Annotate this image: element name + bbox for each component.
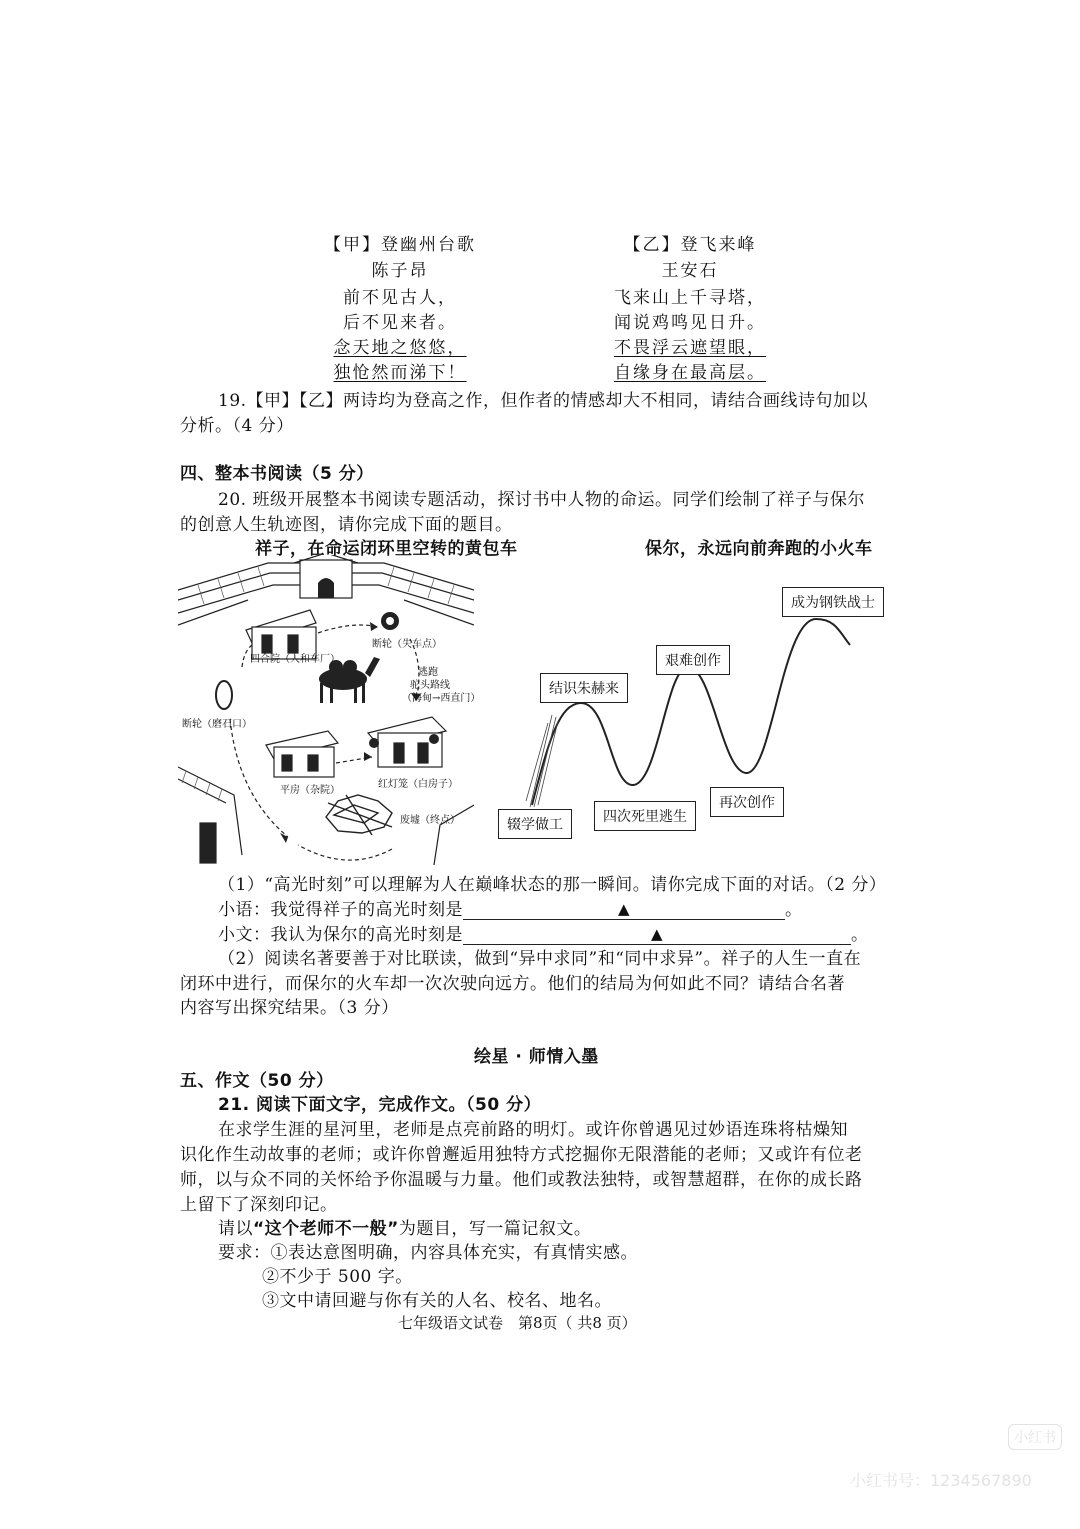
essay-requirement-3: ③文中请回避与你有关的人名、校名、地名。 [262, 1291, 612, 1311]
essay-requirement-2: ②不少于 500 字。 [262, 1267, 413, 1287]
paul-title: 保尔，永远向前奔跑的小火车 [645, 539, 873, 559]
essay-prompt-post: 为题目，写一篇记叙文。 [398, 1219, 592, 1239]
xiaoyu-blank-mark: ▲ [617, 900, 631, 918]
essay-para-line-1: 在求学生涯的星河里，老师是点亮前路的明灯。或许你曾遇见过妙语连珠将枯燥知 [218, 1120, 848, 1140]
label-paul-start: 辍学做工 [498, 809, 572, 839]
poem-yi-line-3: 不畏浮云遮望眼， [614, 338, 766, 358]
label-duanlun-1: 断轮（失车点） [372, 639, 442, 650]
page-footer: 七年级语文试卷 第8页（ 共8 页） [398, 1314, 637, 1332]
label-hongdenglong: 红灯笼（白房子） [378, 779, 458, 790]
xiaowen-answer-blank[interactable] [463, 926, 851, 945]
poem-yi-title: 【乙】登飞来峰 [623, 235, 757, 255]
q20-part-1: （1）“高光时刻”可以理解为人在巅峰状态的那一瞬间。请你完成下面的对话。（2 分） [218, 875, 887, 895]
essay-para-line-2: 识化作生动故事的老师；或许你曾邂逅用独特方式挖掘你无限潜能的老师；又或许有位老 [180, 1145, 863, 1165]
poem-jia-line-4: 独怆然而涕下！ [333, 363, 467, 383]
label-siheyuan: 四合院（人和车厂） [250, 654, 340, 665]
answer-xiaoyu [218, 895, 803, 920]
xiangzi-loop-illustration [178, 555, 481, 865]
label-paul-valley-2: 再次创作 [710, 787, 784, 817]
poem-jia-line-1: 前不见古人， [343, 288, 457, 308]
essay-prompt [218, 1214, 591, 1239]
poem-yi-line-2: 闻说鸡鸣见日升。 [614, 313, 766, 333]
poem-yi-line-4: 自缘身在最高层。 [614, 363, 766, 383]
poem-jia-title: 【甲】登幽州台歌 [324, 235, 476, 255]
poem-jia-line-3: 念天地之悠悠， [333, 338, 467, 358]
xiaowen-prompt: 小文：我认为保尔的高光时刻是 [218, 925, 463, 945]
essay-para-line-4: 上留下了深刻印记。 [180, 1195, 338, 1215]
label-pingfang: 平房（杂院） [280, 785, 340, 796]
watermark-id: 小红书号：1234567890 [850, 1471, 1032, 1490]
poem-yi-line-1: 飞来山上千寻塔， [614, 288, 766, 308]
q20-line-1: 20. 班级开展整本书阅读专题活动，探讨书中人物的命运。同学们绘制了祥子与保尔 [218, 490, 865, 510]
q20-part-2-line-3: 内容写出探究结果。（3 分） [180, 998, 399, 1018]
label-luxian: 驼头路线 [410, 680, 450, 691]
section-5-heading: 五、作文（50 分） [180, 1071, 334, 1091]
poem-yi-author: 王安石 [661, 261, 719, 281]
section-5-center-title: 绘星 · 师情入墨 [474, 1047, 599, 1067]
xiaoyu-prompt: 小语：我觉得祥子的高光时刻是 [218, 900, 463, 920]
q21-instruction: 21. 阅读下面文字，完成作文。（50 分） [218, 1095, 542, 1115]
essay-para-line-3: 师，以与众不同的关怀给予你温暖与力量。他们或教法独特，或智慧超群，在你的成长路 [180, 1170, 863, 1190]
q20-line-2: 的创意人生轨迹图，请你完成下面的题目。 [180, 515, 513, 535]
label-duanlun-2: 断轮（磨石口） [182, 719, 252, 730]
essay-requirement-1: 要求：①表达意图明确，内容具体充实，有真情实感。 [218, 1243, 638, 1263]
poem-jia-line-2: 后不见来者。 [343, 313, 457, 333]
poem-jia-author: 陈子昂 [371, 261, 429, 281]
label-paul-peak-1: 结识朱赫来 [540, 673, 628, 703]
essay-prompt-pre: 请以 [218, 1219, 253, 1239]
q20-part-2-line-2: 闭环中进行，而保尔的火车却一次次驶向远方。他们的结局为何如此不同？请结合名著 [180, 974, 845, 994]
xiaowen-period: 。 [851, 925, 869, 945]
xiaoyu-answer-blank[interactable] [463, 901, 785, 920]
section-4-heading: 四、整本书阅读（5 分） [180, 464, 374, 484]
label-lutou: 逃跑 [418, 667, 438, 678]
label-paul-peak-3: 成为钢铁战士 [782, 587, 884, 617]
q19-line-1: 19.【甲】【乙】两诗均为登高之作，但作者的情感却大不相同，请结合画线诗句加以 [218, 391, 869, 411]
label-paul-peak-2: 艰难创作 [656, 645, 730, 675]
xiaoyu-period: 。 [785, 900, 803, 920]
paul-wave-illustration [490, 575, 910, 855]
xiangzi-title: 祥子，在命运闭环里空转的黄包车 [255, 539, 518, 559]
essay-prompt-title: “这个老师不一般” [253, 1219, 399, 1239]
q19-line-2: 分析。（4 分） [180, 416, 294, 436]
label-feixu: 废墟（终点） [400, 815, 460, 826]
label-xizhimen: （海甸→西直门） [402, 693, 481, 704]
answer-xiaowen [218, 920, 869, 945]
watermark-logo: 小红书 [1008, 1424, 1062, 1450]
q20-part-2-line-1: （2）阅读名著要善于对比联读，做到“异中求同”和“同中求异”。祥子的人生一直在 [218, 949, 862, 969]
label-paul-valley-1: 四次死里逃生 [594, 801, 696, 831]
xiaowen-blank-mark: ▲ [650, 925, 664, 943]
